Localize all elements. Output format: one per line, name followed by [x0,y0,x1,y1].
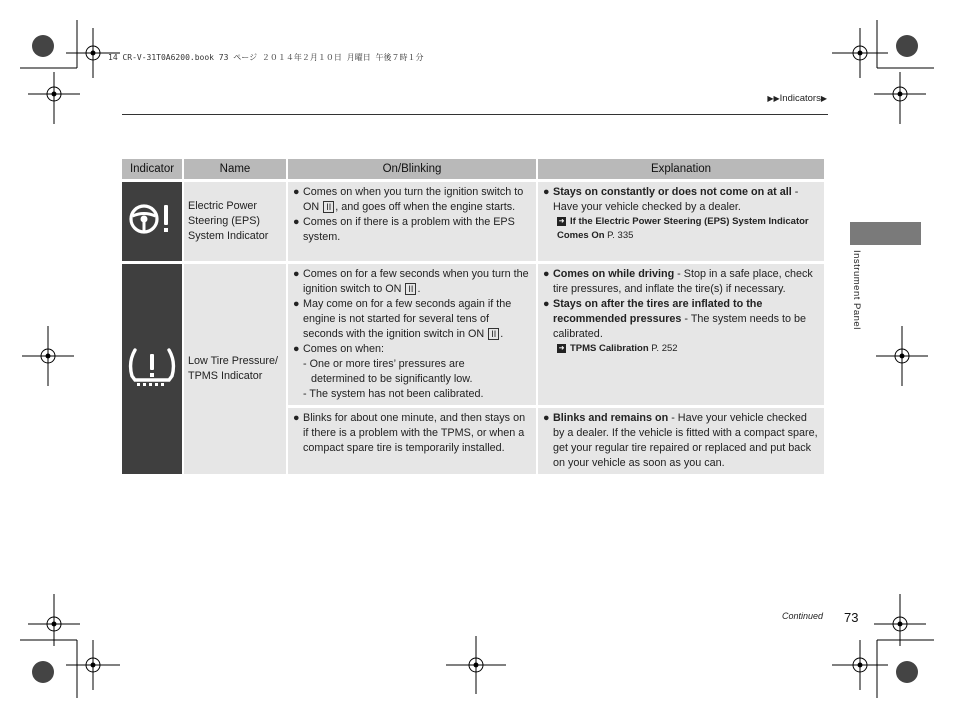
ignition-key-symbol: II [488,328,499,340]
on-blinking-cell [288,408,536,474]
breadcrumb [767,93,827,104]
breadcrumb-arrows: ▶▶ [767,94,780,103]
header-rule [122,114,828,115]
list-item: ● Blinks and remains on - Have your vehicle checked by a dealer. If the vehicle is fitted with a compact spare, get your regular tire repaired or replaced and put back on your vehicle as soon as you can. [543,412,818,469]
sub-item: determined to be significantly low. [311,373,473,385]
indicator-cell [122,182,182,261]
indicators-table [120,156,826,477]
indicator-name: Electric Power Steering (EPS) System Indicator [184,182,286,261]
list-item: ● Stays on after the tires are inflated to the recommended pressures - The system needs to be calibrated. [543,298,807,340]
continued-label: Continued [782,611,824,621]
col-header-name: Name [184,159,286,179]
cross-reference-link[interactable]: ➜ TPMS Calibration P. 252 [558,343,678,354]
print-header: 14 CR-V-31T0A6200.book 73 ページ ２０１４年２月１０日 月曜日 午後７時１分 [108,53,424,62]
col-header-indicator: Indicator [122,159,182,179]
ignition-key-symbol: II [405,283,416,295]
reference-arrow-icon: ➜ [558,344,565,352]
sub-item: - The system has not been calibrated. [303,388,484,400]
list-item: ● May come on for a few seconds again if the engine is not started for several tens of seconds with the ignition switch in ON II . [293,298,512,340]
list-item: ● Stays on constantly or does not come on at all - Have your vehicle checked by a dealer. [543,186,799,213]
col-header-on-blinking: On/Blinking [288,159,536,179]
section-tab-label: Instrument Panel [851,250,862,330]
breadcrumb-label[interactable]: Indicators [779,93,821,104]
page-number: 73 [844,610,859,625]
breadcrumb-end-arrow: ▶ [820,94,827,103]
explanation-cell [538,408,824,474]
on-blinking-cell [288,182,536,261]
list-item: ● Comes on if there is a problem with the EPS system. [293,216,515,243]
table-header-row [122,159,824,179]
list-item: ● Comes on when you turn the ignition switch to ON II , and goes off when the engine starts. [293,186,524,213]
reference-arrow-icon: ➜ [558,217,565,225]
explanation-cell [538,182,824,261]
col-header-explanation: Explanation [538,159,824,179]
ignition-key-symbol: II [323,201,334,213]
sub-item: - One or more tires’ pressures are [303,358,465,370]
indicator-cell [122,264,182,474]
cross-reference-link[interactable]: ➜ If the Electric Power Steering (EPS) System Indicator Comes On P. 335 [557,216,809,241]
list-item: ● Comes on for a few seconds when you turn the ignition switch to ON II . [293,268,529,295]
list-item: ● Comes on while driving - Stop in a safe place, check tire pressures, and inflate the tire(s) if necessary. [543,268,813,295]
table-row [122,264,824,405]
list-item: ● Comes on when: [293,343,385,355]
on-blinking-cell [288,264,536,405]
indicator-name: Low Tire Pressure/ TPMS Indicator [184,264,286,474]
list-item: ● Blinks for about one minute, and then stays on if there is a problem with the TPMS, or when a compact spare tire is temporarily installed. [293,412,526,454]
explanation-cell [538,264,824,405]
tire-pressure-warning-icon [124,342,180,392]
steering-wheel-warning-icon [124,197,180,241]
section-tab [850,222,921,245]
table-row [122,182,824,261]
